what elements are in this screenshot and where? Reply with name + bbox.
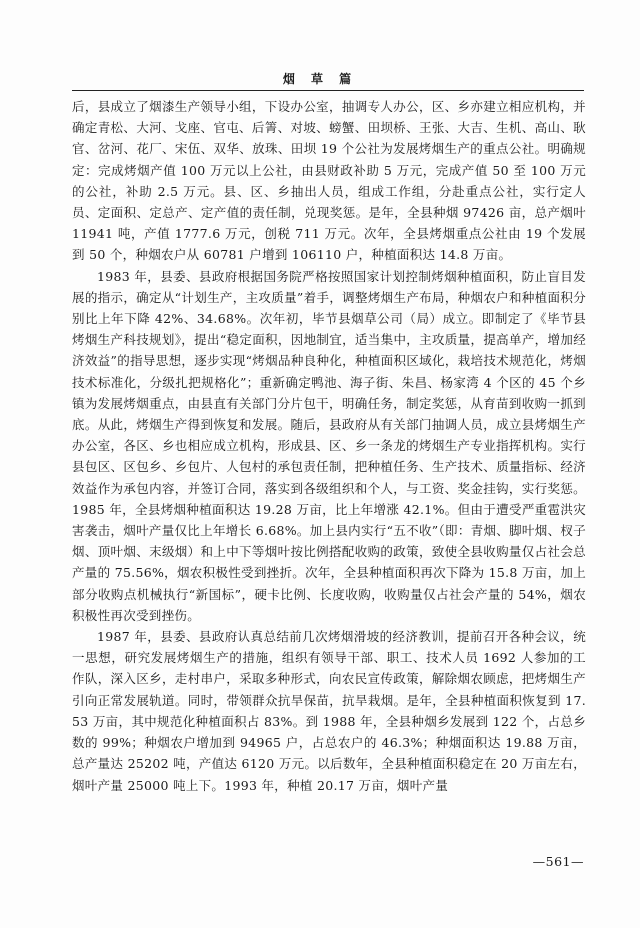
paragraph-1987: 1987 年，县委、县政府认真总结前几次烤烟滑坡的经济教训，提前召开各种会议，统一思想，研究发展烤烟生产的措施，组织有领导干部、职工、技术人员 1692 人参加的工作队，深入区乡，走村串户，采取多种形式，向农民宣传政策，解除烟农顾虑，把烤烟生产引向正常发展轨道。同时，带领群众抗旱保苗，抗旱栽烟。是年，全县种植面积恢复到 17.53 万亩，其中规范化种植面积占 83%。到 1988 年，全县种烟乡发展到 122 个，占总乡数的 99%；种烟农户增加到 94965 户，占总农户的 46.3%；种烟面积达 19.88 万亩，总产量达 25202 吨，产值达 6120 万元。以后数年，全县种植面积稳定在 20 万亩左右，烟叶产量 25000 吨上下。1993 年，种植 20.17 万亩，烟叶产量: [72, 629, 586, 793]
body-text: [72, 96, 586, 796]
paragraph-1983: 1983 年，县委、县政府根据国务院严格按照国家计划控制烤烟种植面积，防止盲目发展的指示，确定从“计划生产，主攻质量”着手，调整烤烟生产布局，种烟农户和种植面积分别比上年下降 42%、34.68%。次年初，毕节县烟草公司（局）成立。即制定了《毕节县烤烟生产科技规划》，提出“稳定面积，因地制宜，适当集中，主攻质量，提高单产，增加经济效益”的指导思想，逐步实现“烤烟品种良种化，种植面积区域化，栽培技术规范化，烤烟技术标准化，分级扎把规格化”；重新确定鸭池、海子街、朱昌、杨家湾 4 个区的 45 个乡镇为发展烤烟重点，由县直有关部门分片包干，明确任务，制定奖惩，从育苗到收购一抓到底。从此，烤烟生产得到恢复和发展。随后，县政府从有关部门抽调人员，成立县烤烟生产办公室，各区、乡也相应成立机构，形成县、区、乡一条龙的烤烟生产专业指挥机构。实行县包区、区包乡、乡包片、人包村的承包责任制，把种植任务、生产技术、质量指标、经济效益作为承包内容，并签订合同，落实到各级组织和个人，与工资、奖金挂钩，实行奖惩。1985 年，全县烤烟种植面积达 19.28 万亩，比上年增涨 42.1%。但由于遭受严重雹洪灾害袭击，烟叶产量仅比上年增长 6.68%。加上县内实行“五不收”（即：青烟、脚叶烟、杈子烟、顶叶烟、末级烟）和上中下等烟叶按比例搭配收购的政策，致使全县收购量仅占社会总产量的 75.56%，烟农积极性受到挫折。次年，全县种植面积再次下降为 15.8 万亩，加上部分收购点机械执行“新国标”，硬卡比例、长度收购，收购量仅占社会产量的 54%，烟农积极性再次受到挫伤。: [72, 268, 586, 623]
page-number: —561—: [532, 854, 584, 869]
running-header: 烟 草 篇: [282, 72, 358, 86]
header-rule: [72, 90, 584, 91]
paragraph-continued: 后，县成立了烟漆生产领导小组，下设办公室，抽调专人办公，区、乡亦建立相应机构，并确定青松、大河、戈座、官屯、后箐、对坡、螃蟹、田坝桥、王张、大吉、生机、高山、耿官、岔河、花厂、宋伍、双华、放珠、田坝 19 个公社为发展烤烟生产的重点公社。明确规定：完成烤烟产值 100 万元以上公社，由县财政补助 5 万元，完成产值 50 至 100 万元的公社，补助 2.5 万元。县、区、乡抽出人员，组成工作组，分赴重点公社，实行定人员、定面积、定总产、定产值的责任制，兑现奖惩。是年，全县种烟 97426 亩，总产烟叶 11941 吨，产值 1777.6 万元，创税 711 万元。次年，全县烤烟重点公社由 19 个发展到 50 个，种烟农户从 60781 户增到 106110 户，种植面积达 14.8 万亩。: [72, 99, 586, 263]
